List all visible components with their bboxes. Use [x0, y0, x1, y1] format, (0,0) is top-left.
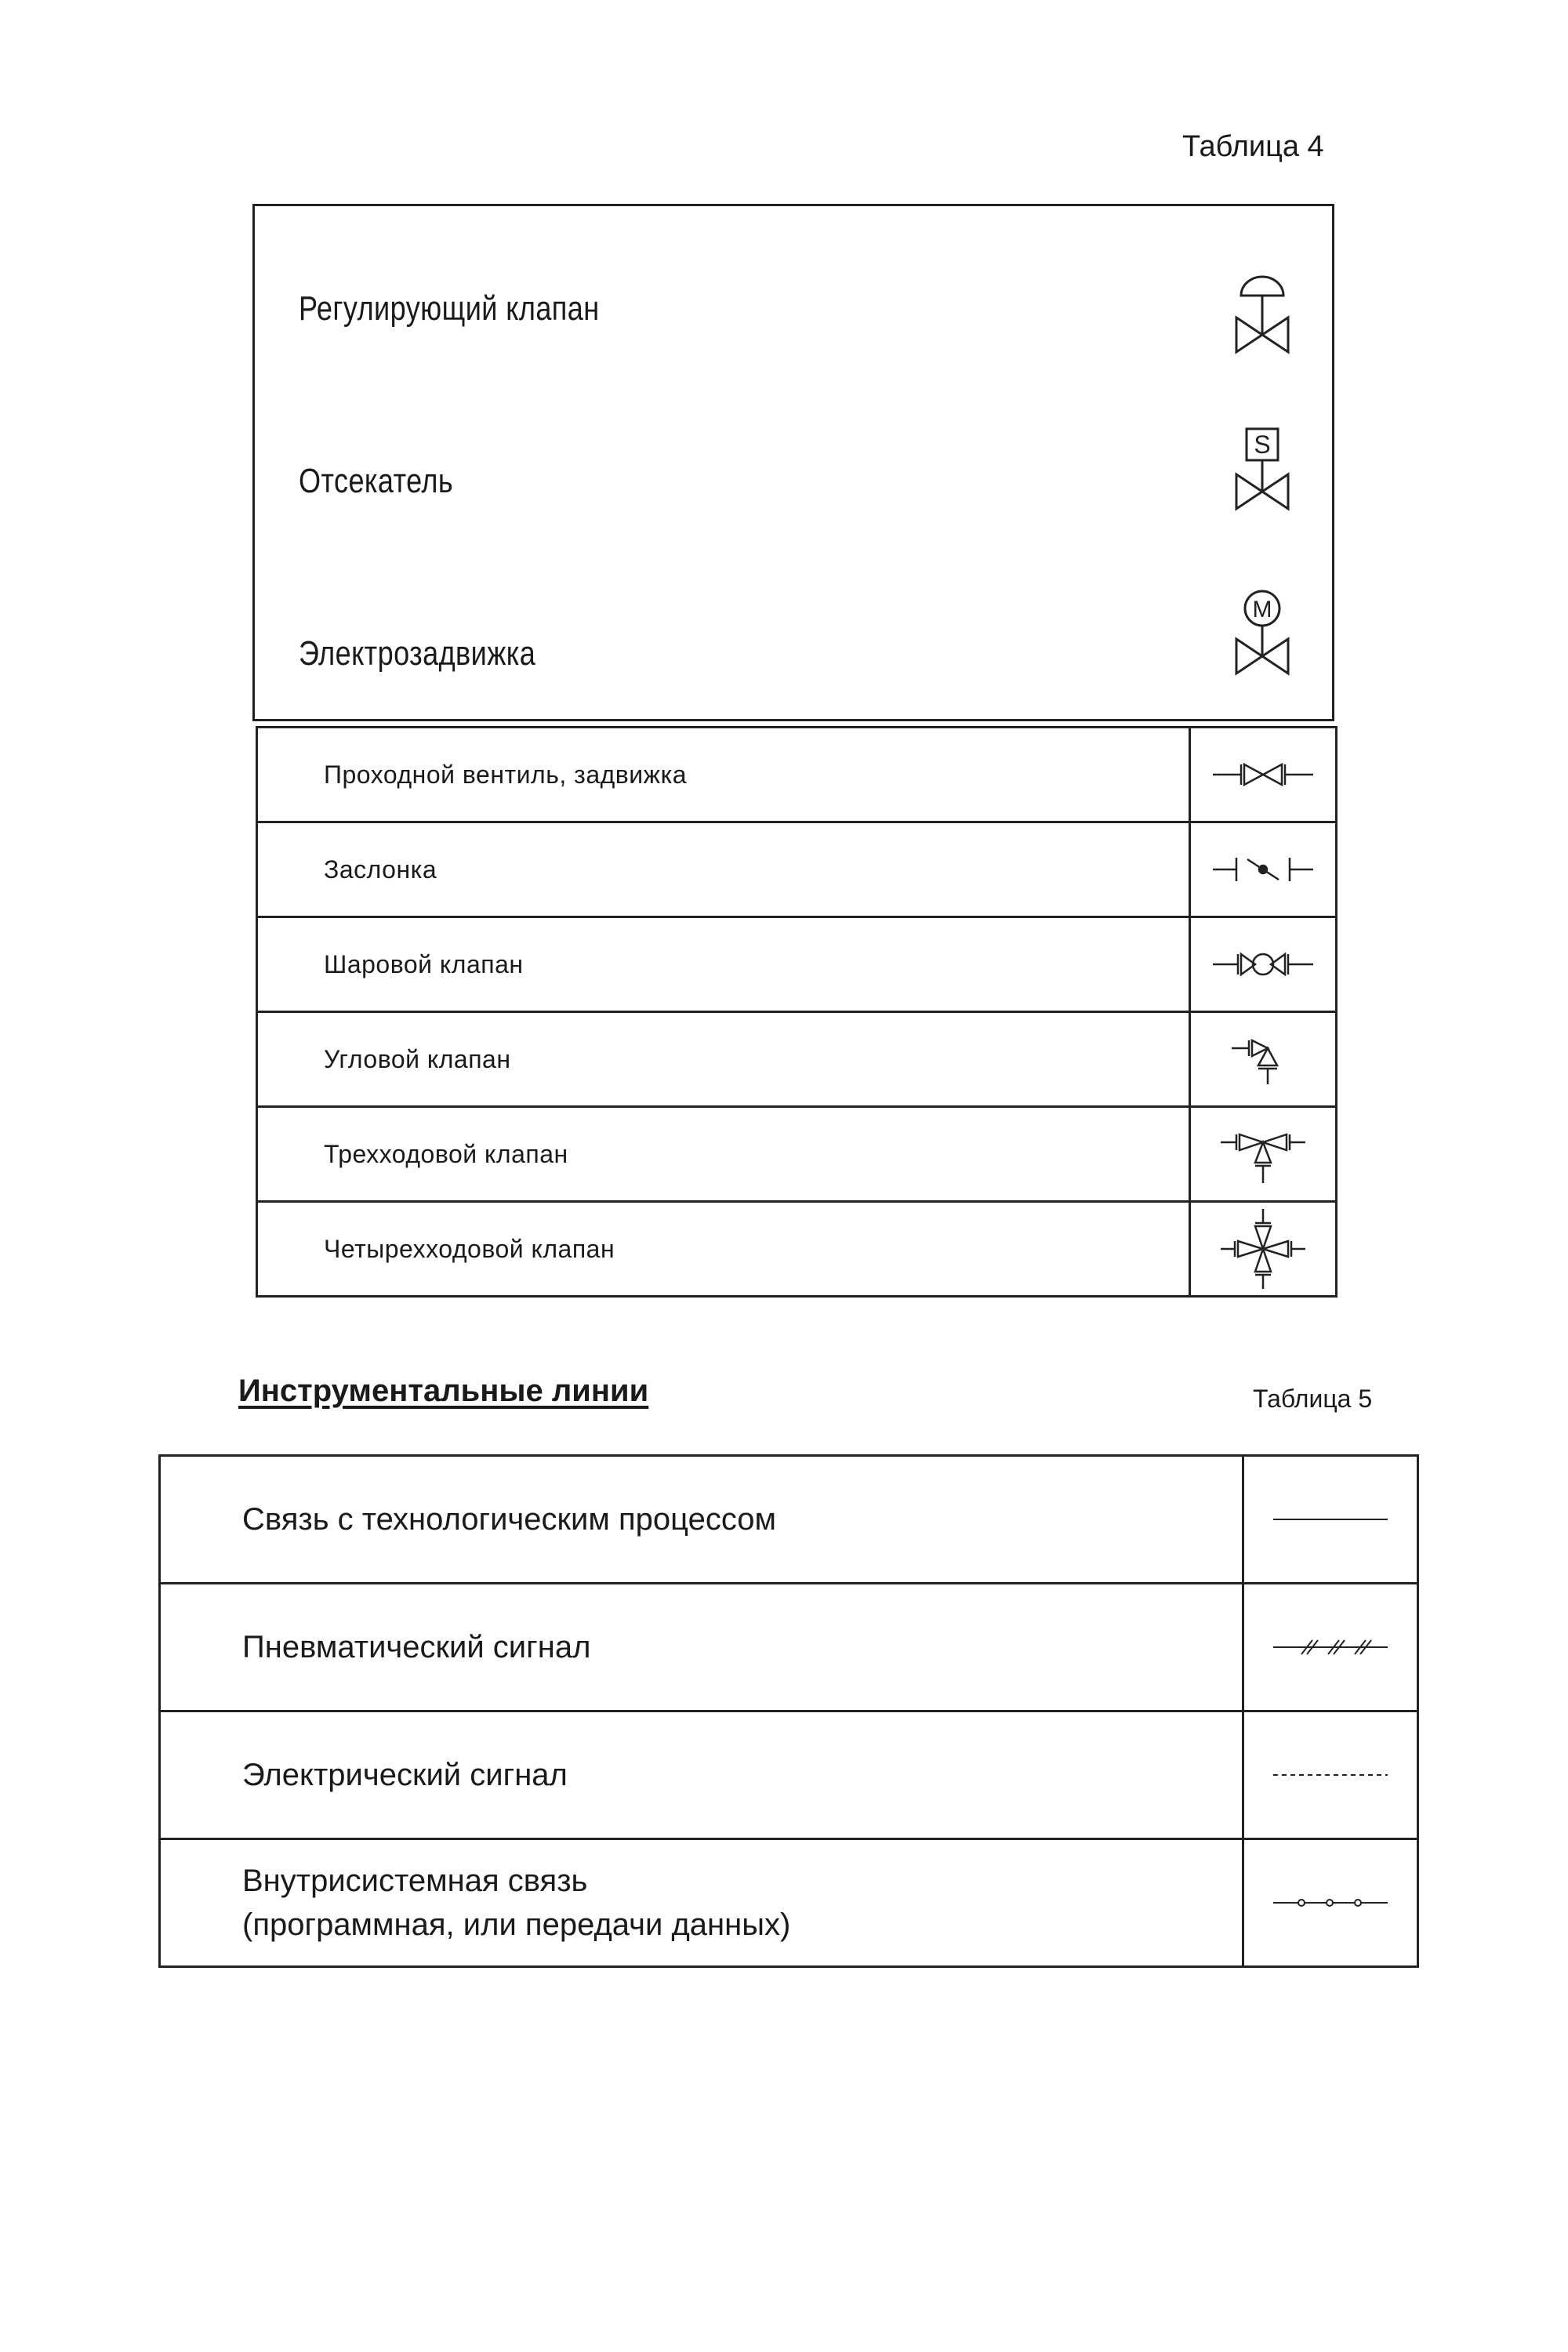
valve-row-label: Проходной вентиль, задвижка	[257, 728, 1190, 822]
line-row-label-line2: (программная, или передачи данных)	[242, 1907, 791, 1942]
dashed-line-icon	[1272, 1767, 1389, 1783]
line-row-symbol	[1243, 1456, 1418, 1584]
valve-row-label: Заслонка	[257, 822, 1190, 917]
section-heading: Инструментальные линии	[238, 1374, 649, 1408]
table-row	[160, 1456, 1418, 1584]
line-row-label: Связь с технологическим процессом	[160, 1456, 1243, 1584]
shutoff-valve-symbol-text: S	[1254, 430, 1271, 459]
valve-row-symbol	[1190, 1012, 1337, 1107]
line-row-label: Пневматический сигнал	[160, 1584, 1243, 1711]
line-row-label: Электрический сигнал	[160, 1711, 1243, 1839]
table4-caption: Таблица 4	[1182, 130, 1324, 163]
valve-row-label: Четырехходовой клапан	[257, 1202, 1190, 1297]
table-row	[257, 1202, 1337, 1297]
gate-valve-icon	[1208, 755, 1318, 794]
shutoff-valve-icon	[1227, 427, 1298, 545]
table-row	[257, 728, 1337, 822]
table-row	[257, 917, 1337, 1012]
motor-valve-label: Электрозадвижка	[299, 634, 536, 673]
valve-row-symbol	[1190, 1202, 1337, 1297]
line-row-label	[160, 1839, 1243, 1967]
shutoff-valve-label: Отсекатель	[299, 462, 454, 500]
line-row-symbol	[1243, 1584, 1418, 1711]
four-way-valve-icon	[1216, 1206, 1310, 1292]
solid-line-icon	[1272, 1512, 1389, 1527]
motor-valve-symbol-text: M	[1252, 597, 1272, 622]
line-row-symbol	[1243, 1839, 1418, 1967]
valve-row-symbol	[1190, 1107, 1337, 1202]
valve-row-label: Угловой клапан	[257, 1012, 1190, 1107]
line-row-label-line1: Внутрисистемная связь	[242, 1864, 588, 1898]
table-row	[160, 1711, 1418, 1839]
table-row	[257, 1012, 1337, 1107]
table-row	[257, 1107, 1337, 1202]
instrument-lines-table	[158, 1454, 1419, 1968]
angle-valve-icon	[1224, 1028, 1302, 1091]
control-valve-label: Регулирующий клапан	[299, 289, 600, 328]
valve-row-label: Трехходовой клапан	[257, 1107, 1190, 1202]
three-way-valve-icon	[1216, 1119, 1310, 1189]
control-valve-icon	[1227, 269, 1298, 387]
data-link-line-icon	[1272, 1895, 1389, 1911]
valve-row-symbol	[1190, 822, 1337, 917]
table-row	[257, 822, 1337, 917]
line-row-symbol	[1243, 1711, 1418, 1839]
table5-caption: Таблица 5	[1253, 1385, 1373, 1413]
table-row	[160, 1839, 1418, 1967]
valve-types-table	[256, 726, 1338, 1298]
conditional-symbols-box	[252, 204, 1334, 721]
valve-row-symbol	[1190, 728, 1337, 822]
pneumatic-line-icon	[1272, 1635, 1389, 1659]
valve-row-label: Шаровой клапан	[257, 917, 1190, 1012]
table-row	[160, 1584, 1418, 1711]
ball-valve-icon	[1208, 945, 1318, 984]
valve-row-symbol	[1190, 917, 1337, 1012]
motor-valve-icon	[1227, 589, 1298, 706]
butterfly-valve-icon	[1208, 850, 1318, 889]
